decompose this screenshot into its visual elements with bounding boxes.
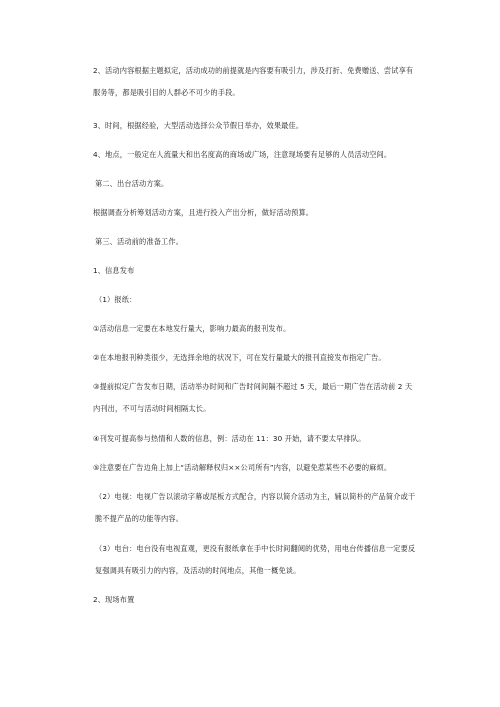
text-line: 根据调查分析筹划活动方案，且进行投入产出分析，做好活动预算。 (93, 208, 314, 217)
paragraph-content-planning (93, 60, 433, 104)
paragraph-television (95, 486, 435, 530)
text-line: （2）电视：电视广告以滚动字幕或尾板方式配合，内容以简介活动为主，辅以简朴的产品简介或干 (95, 492, 416, 501)
text-line: 3、时间，根据经验，大型活动选择公众节假日举办，效果最佳。 (93, 121, 304, 130)
text-line: ③提前拟定广告发布日期，活动举办时间和广告时间间隔不超过 5 天，最后一期广告在活动前 2 天 (93, 382, 413, 391)
paragraph-location (93, 144, 433, 166)
list-item-1 (93, 318, 433, 340)
text-line: 内刊出，不可与活动时间相隔太长。 (93, 404, 211, 413)
text-line: 服务等，都是吸引目的人群必不可少的手段。 (93, 88, 240, 97)
list-item-2 (93, 347, 433, 369)
subheading-info-release (93, 260, 433, 282)
text-line: ②在本地报刊种类很少，无选择余地的状况下，可在发行量最大的报刊直接发布指定广告。 (93, 353, 386, 362)
text-line: ④刊发可提高参与热情和人数的信息，例：活动在 11：30 开始，请不要太早排队。 (93, 434, 366, 443)
text-line: 第二、出台活动方案。 (95, 179, 169, 188)
text-line: 2、活动内容根据主题拟定，活动成功的前提就是内容要有吸引力，涉及打折、免费赠送、尝试享有 (93, 66, 414, 75)
section-heading-third (95, 231, 435, 253)
text-line: 1、信息发布 (93, 266, 135, 275)
paragraph-time (93, 115, 433, 137)
text-line: 2、现场布置 (93, 595, 135, 604)
list-item-4 (93, 428, 433, 450)
text-line: ①活动信息一定要在本地发行量大，影响力最高的报刊发布。 (93, 324, 291, 333)
text-line: 脆不提产品的功能等内容。 (95, 514, 184, 523)
paragraph-plan-analysis (93, 202, 433, 224)
text-line: ⑤注意要在广告边角上加上“活动解释权归××公司所有”内容，以避免惹某些不必要的麻烦。 (93, 463, 392, 472)
list-item-3 (93, 376, 433, 420)
paragraph-radio (95, 538, 435, 582)
text-line: （1）报纸： (95, 295, 137, 304)
section-heading-second (95, 173, 435, 195)
list-item-5 (93, 457, 433, 479)
subheading-newspaper (95, 289, 435, 311)
subheading-site-layout (93, 589, 433, 611)
text-line: （3）电台：电台没有电视直观，更没有报纸拿在手中长时间翻阅的优势，用电台传播信息一定要反 (95, 544, 416, 553)
text-line: 复强调具有吸引力的内容，及活动的时间地点，其他一概免谈。 (95, 566, 301, 575)
text-line: 第三、活动前的准备工作。 (95, 237, 184, 246)
text-line: 4、地点，一般定在人流量大和出名度高的商场或广场，注意现场要有足够的人员活动空间。 (93, 150, 392, 159)
